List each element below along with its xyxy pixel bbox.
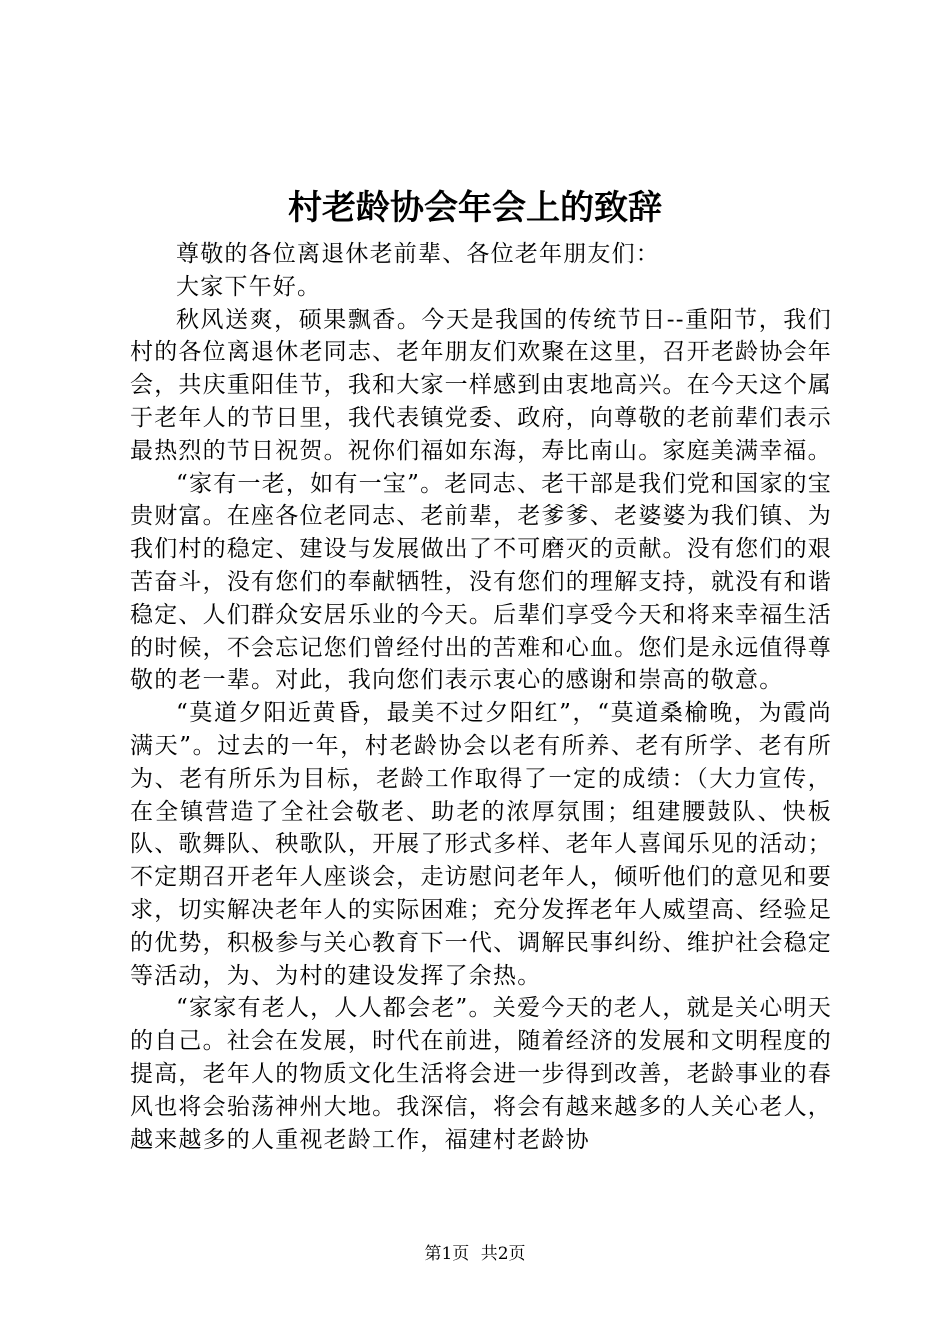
salutation-paragraph: 尊敬的各位离退休老前辈、各位老年朋友们： — [176, 241, 660, 267]
document-body — [130, 238, 832, 1156]
body-paragraph: 秋风送爽，硕果飘香。今天是我国的传统节日--重阳节，我们村的各位离退休老同志、老年朋友们欢聚在这里，召开老龄协会年会，共庆重阳佳节，我和大家一样感到由衷地高兴。在今天这个属于老年人的节日里，我代表镇党委、政府，向尊敬的老前辈们表示最热烈的节日祝贺。祝你们福如东海，寿比南山。家庭美满幸福。 — [130, 306, 832, 464]
body-paragraph: “莫道夕阳近黄昏，最美不过夕阳红”，“莫道桑榆晚，为霞尚满天”。过去的一年，村老龄协会以老有所养、老有所学、老有所为、老有所乐为目标，老龄工作取得了一定的成绩：（大力宣传，在全镇营造了全社会敬老、助老的浓厚氛围；组建腰鼓队、快板队、歌舞队、秧歌队，开展了形式多样、老年人喜闻乐见的活动；不定期召开老年人座谈会，走访慰问老年人，倾听他们的意见和要求，切实解决老年人的实际困难；充分发挥老年人威望高、经验足的优势，积极参与关心教育下一代、调解民事纠纷、维护社会稳定等活动，为、为村的建设发挥了余热。 — [130, 700, 832, 989]
body-paragraph: “家家有老人，人人都会老”。关爱今天的老人，就是关心明天的自己。社会在发展，时代在前进，随着经济的发展和文明程度的提高，老年人的物质文化生活将会进一步得到改善，老龄事业的春风也将会骀荡神州大地。我深信，将会有越来越多的人关心老人，越来越多的人重视老龄工作，福建村老龄协 — [130, 995, 832, 1153]
greeting-paragraph: 大家下午好。 — [176, 273, 322, 300]
body-paragraph: “家有一老，如有一宝”。老同志、老干部是我们党和国家的宝贵财富。在座各位老同志、老前辈，老爹爹、老婆婆为我们镇、为我们村的稳定、建设与发展做出了不可磨灭的贡献。没有您们的艰苦奋斗，没有您们的奉献牺牲，没有您们的理解支持，就没有和谐稳定、人们群众安居乐业的今天。后辈们享受今天和将来幸福生活的时候，不会忘记您们曾经付出的苦难和心血。您们是永远值得尊敬的老一辈。对此，我向您们表示衷心的感谢和崇高的敬意。 — [130, 470, 832, 694]
page-total: 共2页 — [480, 1244, 526, 1264]
page-number: 第1页 — [424, 1244, 470, 1264]
document-title: 村老龄协会年会上的致辞 — [288, 188, 662, 228]
page-footer — [0, 1242, 950, 1266]
